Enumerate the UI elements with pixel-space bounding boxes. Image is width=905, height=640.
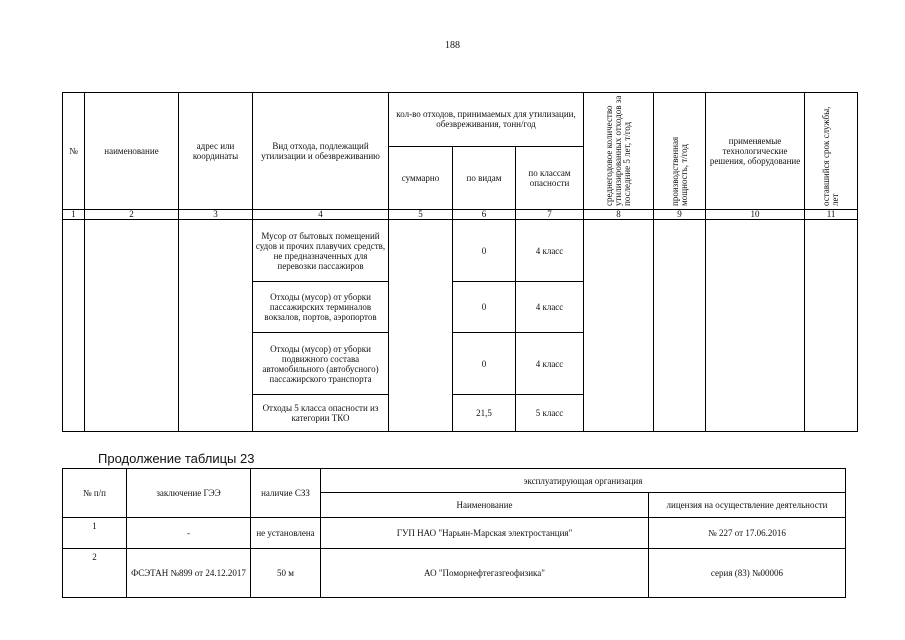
col-header-number: № п/п bbox=[63, 469, 127, 518]
cell-org-name: ГУП НАО "Нарьян-Марская электростанция" bbox=[321, 518, 649, 549]
column-number: 10 bbox=[706, 210, 805, 220]
col-header-org-name: Наименование bbox=[321, 493, 649, 518]
column-number: 6 bbox=[453, 210, 516, 220]
cell-address bbox=[179, 220, 253, 432]
column-number: 5 bbox=[389, 210, 453, 220]
operator-table bbox=[62, 468, 846, 598]
cell-sanitary-zone: 50 м bbox=[251, 549, 321, 598]
cell-org-name: АО "Поморнефтегазгеофизика" bbox=[321, 549, 649, 598]
cell-qty-total bbox=[389, 220, 453, 432]
column-number: 7 bbox=[516, 210, 584, 220]
cell-service-life bbox=[805, 220, 858, 432]
column-number: 1 bbox=[63, 210, 85, 220]
col-header-quantity-group: кол-во отходов, принимаемых для утилизации, обезвреживания, тонн/год bbox=[389, 93, 584, 147]
cell-waste-type: Отходы (мусор) от уборки подвижного состава автомобильного (автобусного) пассажирского транспорта bbox=[253, 333, 389, 395]
col-header-conclusion: заключение ГЭЭ bbox=[127, 469, 251, 518]
column-number: 8 bbox=[584, 210, 654, 220]
service-life-label: оставшийся срок службы, лет bbox=[821, 106, 841, 206]
cell-waste-type: Отходы (мусор) от уборки пассажирских терминалов вокзалов, портов, аэропортов bbox=[253, 282, 389, 333]
cell-conclusion: ФСЭТАН №899 от 24.12.2017 bbox=[127, 549, 251, 598]
table-row bbox=[63, 220, 858, 282]
col-header-sanitary-zone: наличие СЗЗ bbox=[251, 469, 321, 518]
waste-facilities-table bbox=[62, 92, 858, 432]
col-header-avg-quantity bbox=[584, 93, 654, 210]
cell-conclusion: - bbox=[127, 518, 251, 549]
avg-quantity-label: среднегодовое количество утилизированных отходов за последние 5 лет, т/год bbox=[604, 95, 633, 206]
cell-technology bbox=[706, 220, 805, 432]
column-number: 2 bbox=[85, 210, 179, 220]
cell-avg-quantity bbox=[584, 220, 654, 432]
col-header-qty-by-type: по видам bbox=[453, 146, 516, 209]
column-number: 4 bbox=[253, 210, 389, 220]
cell-license: № 227 от 17.06.2016 bbox=[649, 518, 846, 549]
col-header-capacity bbox=[654, 93, 706, 210]
cell-sanitary-zone: не установлена bbox=[251, 518, 321, 549]
continuation-title: Продолжение таблицы 23 bbox=[98, 451, 255, 466]
cell-waste-type: Отходы 5 класса опасности из категории ТКО bbox=[253, 395, 389, 432]
table-row bbox=[63, 518, 846, 549]
cell-qty-by-type: 21,5 bbox=[453, 395, 516, 432]
cell-number: 1 bbox=[63, 518, 127, 549]
cell-number: 2 bbox=[63, 549, 127, 598]
cell-qty-by-class: 4 класс bbox=[516, 220, 584, 282]
cell-qty-by-type: 0 bbox=[453, 282, 516, 333]
col-header-address: адрес или координаты bbox=[179, 93, 253, 210]
col-header-qty-by-class: по классам опасности bbox=[516, 146, 584, 209]
cell-qty-by-type: 0 bbox=[453, 220, 516, 282]
cell-qty-by-class: 4 класс bbox=[516, 282, 584, 333]
col-header-technology: применяемые технологические решения, оборудование bbox=[706, 93, 805, 210]
capacity-label: производственная мощность, т/год bbox=[669, 136, 689, 206]
cell-capacity bbox=[654, 220, 706, 432]
col-header-name: наименование bbox=[85, 93, 179, 210]
table-row bbox=[63, 549, 846, 598]
column-number: 11 bbox=[805, 210, 858, 220]
cell-waste-type: Мусор от бытовых помещений судов и прочих плавучих средств, не предназначенных для перевозки пассажиров bbox=[253, 220, 389, 282]
cell-qty-by-class: 5 класс bbox=[516, 395, 584, 432]
col-header-number: № bbox=[63, 93, 85, 210]
cell-license: серия (83) №00006 bbox=[649, 549, 846, 598]
page-number: 188 bbox=[445, 40, 460, 51]
col-header-waste-type: Вид отхода, подлежащий утилизации и обезвреживанию bbox=[253, 93, 389, 210]
col-header-operator: эксплуатирующая организация bbox=[321, 469, 846, 493]
cell-qty-by-class: 4 класс bbox=[516, 333, 584, 395]
col-header-license: лицензия на осуществление деятельности bbox=[649, 493, 846, 518]
col-header-service-life bbox=[805, 93, 858, 210]
cell-qty-by-type: 0 bbox=[453, 333, 516, 395]
col-header-qty-total: суммарно bbox=[389, 146, 453, 209]
column-number: 9 bbox=[654, 210, 706, 220]
cell-number bbox=[63, 220, 85, 432]
cell-name bbox=[85, 220, 179, 432]
column-number: 3 bbox=[179, 210, 253, 220]
